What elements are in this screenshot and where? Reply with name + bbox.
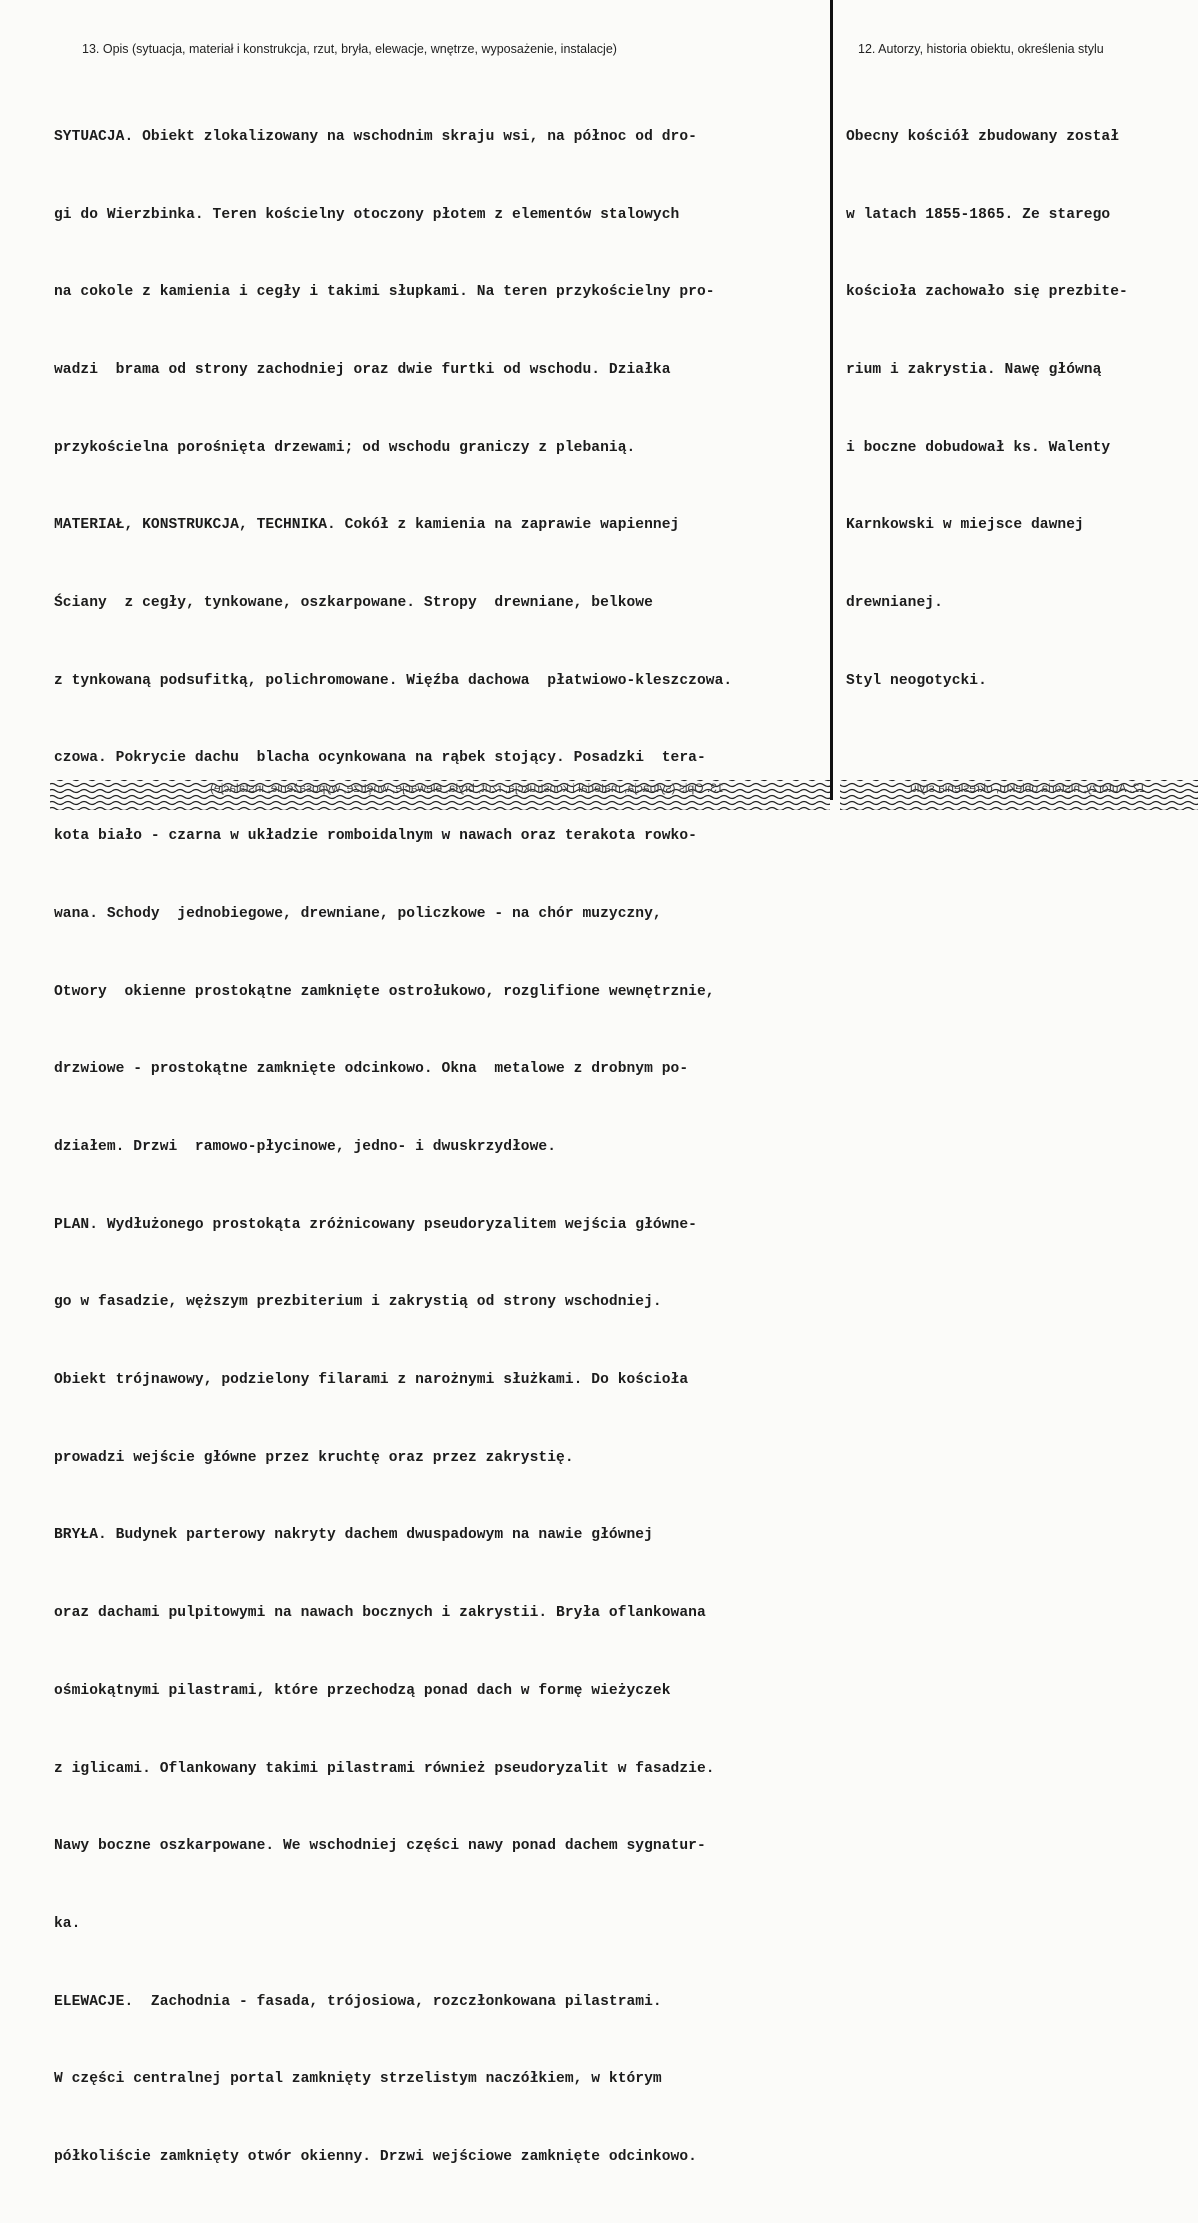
text-line: ka. <box>54 1915 81 1932</box>
text-line: W części centralnej portal zamknięty strzelistym naczółkiem, w którym <box>54 2071 662 2088</box>
text-line: gi do Wierzbinka. Teren kościelny otoczony płotem z elementów stalowych <box>54 206 680 223</box>
text-line: półkoliście zamknięty otwór okienny. Drzwi wejściowe zamknięte odcinkowo. <box>54 2149 697 2166</box>
text-line: i boczne dobudował ks. Walenty <box>846 439 1111 456</box>
text-line: BRYŁA. Budynek parterowy nakryty dachem dwuspadowym na nawie głównej <box>54 1527 653 1544</box>
text-line: prowadzi wejście główne przez kruchtę oraz przez zakrystię. <box>54 1449 574 1466</box>
text-line: działem. Drzwi ramowo-płycinowe, jedno- i dwuskrzydłowe. <box>54 1138 557 1155</box>
text-line: wadzi brama od strony zachodniej oraz dwie furtki od wschodu. Działka <box>54 361 671 378</box>
text-line: PLAN. Wydłużonego prostokąta zróżnicowany pseudoryzalitem wejścia główne- <box>54 1216 697 1233</box>
text-line: wana. Schody jednobiegowe, drewniane, policzkowe - na chór muzyczny, <box>54 905 662 922</box>
text-line: z iglicami. Oflankowany takimi pilastrami również pseudoryzalit w fasadzie. <box>54 1760 715 1777</box>
text-line: przykościelna porośnięta drzewami; od wschodu graniczy z plebanią. <box>54 439 636 456</box>
text-line: Karnkowski w miejsce dawnej <box>846 517 1084 534</box>
text-line: SYTUACJA. Obiekt zlokalizowany na wschodnim skraju wsi, na północ od dro- <box>54 128 697 145</box>
text-line: drzwiowe - prostokątne zamknięte odcinkowo. Okna metalowe z drobnym po- <box>54 1061 689 1078</box>
section-13-header: 13. Opis (sytuacja, materiał i konstrukcja, rzut, bryła, elewacje, wnętrze, wyposażenie, instalacje) <box>82 42 617 56</box>
text-line: w latach 1855-1865. Ze starego <box>846 206 1111 223</box>
text-line: kościoła zachowało się prezbite- <box>846 284 1128 301</box>
text-line: na cokole z kamienia i cegły i takimi słupkami. Na teren przykościelny pro- <box>54 284 715 301</box>
text-line: czowa. Pokrycie dachu blacha ocynkowana na rąbek stojący. Posadzki tera- <box>54 750 706 767</box>
mirrored-bleed-through-right: 12. Autorzy, historia obiektu, określenia stylu <box>910 781 1146 795</box>
text-line: Ściany z cegły, tynkowane, oszkarpowane. Stropy drewniane, belkowe <box>54 595 653 612</box>
section-12-header: 12. Autorzy, historia obiektu, określenia stylu <box>858 42 1104 56</box>
text-line: z tynkowaną podsufitką, polichromowane. Więźba dachowa płatwiowo-kleszczowa. <box>54 672 733 689</box>
text-line: ELEWACJE. Zachodnia - fasada, trójosiowa, rozczłonkowana pilastrami. <box>54 1993 662 2010</box>
text-line: Otwory okienne prostokątne zamknięte ostrołukowo, rozglifione wewnętrznie, <box>54 983 715 1000</box>
text-line: Styl neogotycki. <box>846 672 987 689</box>
text-line: Nawy boczne oszkarpowane. We wschodniej części nawy ponad dachem sygnatur- <box>54 1838 706 1855</box>
text-line: ośmiokątnymi pilastrami, które przechodzą ponad dach w formę wieżyczek <box>54 1682 671 1699</box>
history-text <box>846 73 1186 746</box>
text-line: rium i zakrystia. Nawę główną <box>846 361 1102 378</box>
text-line: drewnianej. <box>846 595 943 612</box>
text-line: Obecny kościół zbudowany został <box>846 128 1120 145</box>
mirrored-bleed-through-left: 13. Opis (sytuacja, materiał i konstrukcja, rzut, bryła, elewacje, wnętrze, wyposażenie, instalacje) <box>210 781 724 795</box>
text-line: Obiekt trójnawowy, podzielony filarami z narożnymi służkami. Do kościoła <box>54 1372 689 1389</box>
text-line: oraz dachami pulpitowymi na nawach bocznych i zakrystii. Bryła oflankowana <box>54 1605 706 1622</box>
description-text <box>54 73 834 2223</box>
text-line: MATERIAŁ, KONSTRUKCJA, TECHNIKA. Cokół z kamienia na zaprawie wapiennej <box>54 517 680 534</box>
text-line: kota biało - czarna w układzie romboidalnym w nawach oraz terakota rowko- <box>54 828 697 845</box>
text-line: go w fasadzie, węższym prezbiterium i zakrystią od strony wschodniej. <box>54 1294 662 1311</box>
